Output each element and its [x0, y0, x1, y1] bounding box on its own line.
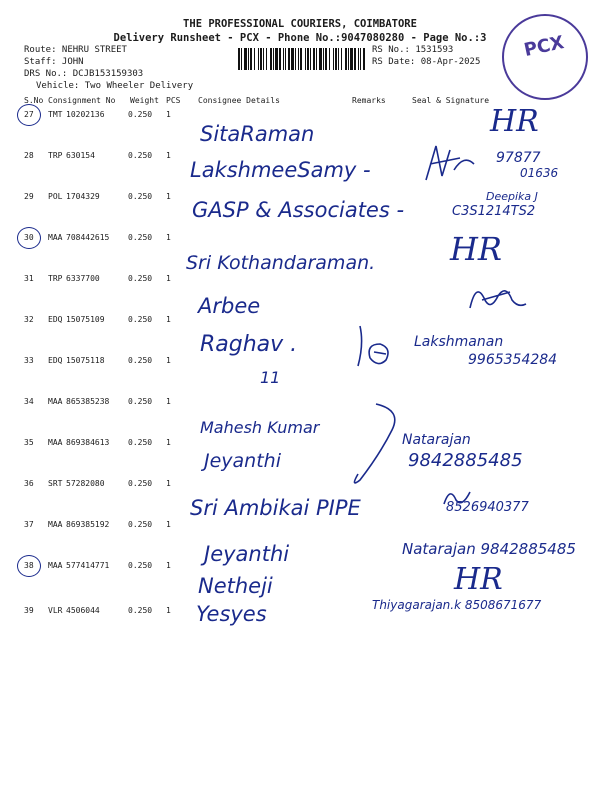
handwritten-consignee: Jeyanthi — [204, 450, 281, 472]
col-weight: Weight — [130, 96, 159, 105]
row-weight: 0.250 — [128, 233, 153, 242]
row-prefix: VLR — [48, 606, 63, 615]
handwritten-consignee: Yesyes — [196, 602, 267, 626]
table-row — [0, 520, 600, 532]
row-pcs: 1 — [166, 110, 171, 119]
handwritten-remarks: Lakshmanan — [414, 334, 504, 350]
handwritten-consignee: Netheji — [198, 574, 273, 598]
row-pcs: 1 — [166, 192, 171, 201]
table-row — [0, 438, 600, 450]
row-sno: 37 — [24, 520, 34, 529]
row-weight: 0.250 — [128, 192, 153, 201]
route-label: Route: NEHRU STREET — [24, 45, 127, 55]
row-prefix: MAA — [48, 438, 63, 447]
row-weight: 0.250 — [128, 561, 153, 570]
handwritten-signature: HR — [490, 104, 539, 139]
signature-scribble-icon — [352, 322, 408, 372]
company-title: THE PROFESSIONAL COURIERS, COIMBATORE — [183, 18, 417, 30]
row-pcs: 1 — [166, 561, 171, 570]
barcode-icon — [238, 48, 366, 70]
serial-circle-mark — [17, 555, 41, 577]
handwritten-consignee: Sri Kothandaraman. — [186, 252, 376, 274]
row-prefix: EDQ — [48, 356, 63, 365]
row-consignment: 869385192 — [66, 520, 110, 529]
row-consignment: 6337700 — [66, 274, 100, 283]
handwritten-phone: 8526940377 — [446, 500, 529, 515]
handwritten-signature: Natarajan 9842885485 — [402, 540, 576, 558]
row-pcs: 1 — [166, 233, 171, 242]
handwritten-consignee: Jeyanthi — [204, 542, 290, 566]
col-seal: Seal & Signature — [412, 96, 490, 105]
row-consignment: 1704329 — [66, 192, 100, 201]
row-weight: 0.250 — [128, 274, 153, 283]
pcx-stamp-text: PCX — [522, 32, 566, 61]
handwritten-signature: HR — [450, 230, 502, 268]
col-remarks: Remarks — [352, 96, 386, 105]
handwritten-mark: 11 — [260, 368, 281, 387]
row-weight: 0.250 — [128, 438, 153, 447]
row-consignment: 15075109 — [66, 315, 105, 324]
row-consignment: 57282080 — [66, 479, 105, 488]
runsheet-subtitle: Delivery Runsheet - PCX - Phone No.:9047080280 - Page No.:3 — [113, 32, 487, 44]
handwritten-consignee: LakshmeeSamy - — [190, 158, 371, 182]
handwritten-code: C3S1214TS2 — [452, 204, 536, 219]
signature-scribble-icon — [462, 278, 532, 316]
col-sno: S.No — [24, 96, 44, 105]
row-pcs: 1 — [166, 151, 171, 160]
row-pcs: 1 — [166, 274, 171, 283]
row-sno: 29 — [24, 192, 34, 201]
signature-scribble-icon — [336, 400, 406, 490]
row-consignment: 869384613 — [66, 438, 110, 447]
row-weight: 0.250 — [128, 110, 153, 119]
row-prefix: TRP — [48, 274, 63, 283]
table-row — [0, 315, 600, 327]
row-weight: 0.250 — [128, 520, 153, 529]
row-prefix: EDQ — [48, 315, 63, 324]
rs-number: RS No.: 1531593 — [372, 45, 454, 55]
serial-circle-mark — [17, 104, 41, 126]
row-pcs: 1 — [166, 356, 171, 365]
handwritten-consignee: Mahesh Kumar — [200, 418, 320, 437]
row-consignment: 577414771 — [66, 561, 110, 570]
row-prefix: TRP — [48, 151, 63, 160]
row-prefix: MAA — [48, 397, 63, 406]
vehicle-label: Vehicle: Two Wheeler Delivery — [36, 81, 194, 91]
row-pcs: 1 — [166, 520, 171, 529]
signature-scribble-icon — [420, 140, 480, 188]
row-weight: 0.250 — [128, 315, 153, 324]
handwritten-signature: HR — [454, 562, 503, 597]
row-sno: 27 — [24, 110, 34, 119]
row-pcs: 1 — [166, 479, 171, 488]
row-pcs: 1 — [166, 438, 171, 447]
row-consignment: 630154 — [66, 151, 95, 160]
handwritten-remarks: Natarajan — [402, 432, 471, 448]
row-weight: 0.250 — [128, 606, 153, 615]
handwritten-phone: 01636 — [520, 166, 559, 180]
row-sno: 38 — [24, 561, 34, 570]
staff-label: Staff: JOHN — [24, 57, 84, 67]
row-prefix: MAA — [48, 520, 63, 529]
row-consignment: 865385238 — [66, 397, 110, 406]
row-consignment: 15075118 — [66, 356, 105, 365]
handwritten-consignee: SitaRaman — [200, 122, 315, 146]
handwritten-consignee: Raghav . — [200, 332, 298, 357]
row-prefix: SRT — [48, 479, 63, 488]
row-prefix: POL — [48, 192, 63, 201]
row-sno: 31 — [24, 274, 34, 283]
row-pcs: 1 — [166, 397, 171, 406]
handwritten-phone: 9842885485 — [408, 450, 523, 471]
col-consignee: Consignee Details — [198, 96, 280, 105]
row-weight: 0.250 — [128, 151, 153, 160]
row-sno: 30 — [24, 233, 34, 242]
table-row — [0, 397, 600, 409]
handwritten-phone: 9965354284 — [468, 352, 558, 368]
handwritten-consignee: Sri Ambikai PIPE — [190, 496, 361, 520]
row-prefix: MAA — [48, 561, 63, 570]
handwritten-consignee: Arbee — [198, 294, 261, 318]
row-weight: 0.250 — [128, 356, 153, 365]
handwritten-phone: 97877 — [496, 150, 541, 166]
row-weight: 0.250 — [128, 479, 153, 488]
row-sno: 32 — [24, 315, 34, 324]
row-sno: 28 — [24, 151, 34, 160]
row-consignment: 4506044 — [66, 606, 100, 615]
handwritten-consignee: GASP & Associates - — [192, 198, 405, 222]
row-sno: 39 — [24, 606, 34, 615]
row-prefix: MAA — [48, 233, 63, 242]
table-row — [0, 561, 600, 573]
drs-label: DRS No.: DCJB153159303 — [24, 69, 144, 79]
row-pcs: 1 — [166, 315, 171, 324]
handwritten-signature: Deepika J — [486, 190, 538, 203]
row-prefix: TMT — [48, 110, 63, 119]
row-sno: 33 — [24, 356, 34, 365]
row-consignment: 10202136 — [66, 110, 105, 119]
table-row — [0, 233, 600, 245]
row-sno: 36 — [24, 479, 34, 488]
row-pcs: 1 — [166, 606, 171, 615]
serial-circle-mark — [17, 227, 41, 249]
handwritten-signature: Thiyagarajan.k 8508671677 — [372, 598, 542, 612]
table-row — [0, 479, 600, 491]
col-pcs: PCS — [166, 96, 181, 105]
row-sno: 35 — [24, 438, 34, 447]
row-sno: 34 — [24, 397, 34, 406]
col-consignment: Consignment No — [48, 96, 116, 105]
row-consignment: 708442615 — [66, 233, 110, 242]
row-weight: 0.250 — [128, 397, 153, 406]
rs-date: RS Date: 08-Apr-2025 — [372, 57, 481, 67]
